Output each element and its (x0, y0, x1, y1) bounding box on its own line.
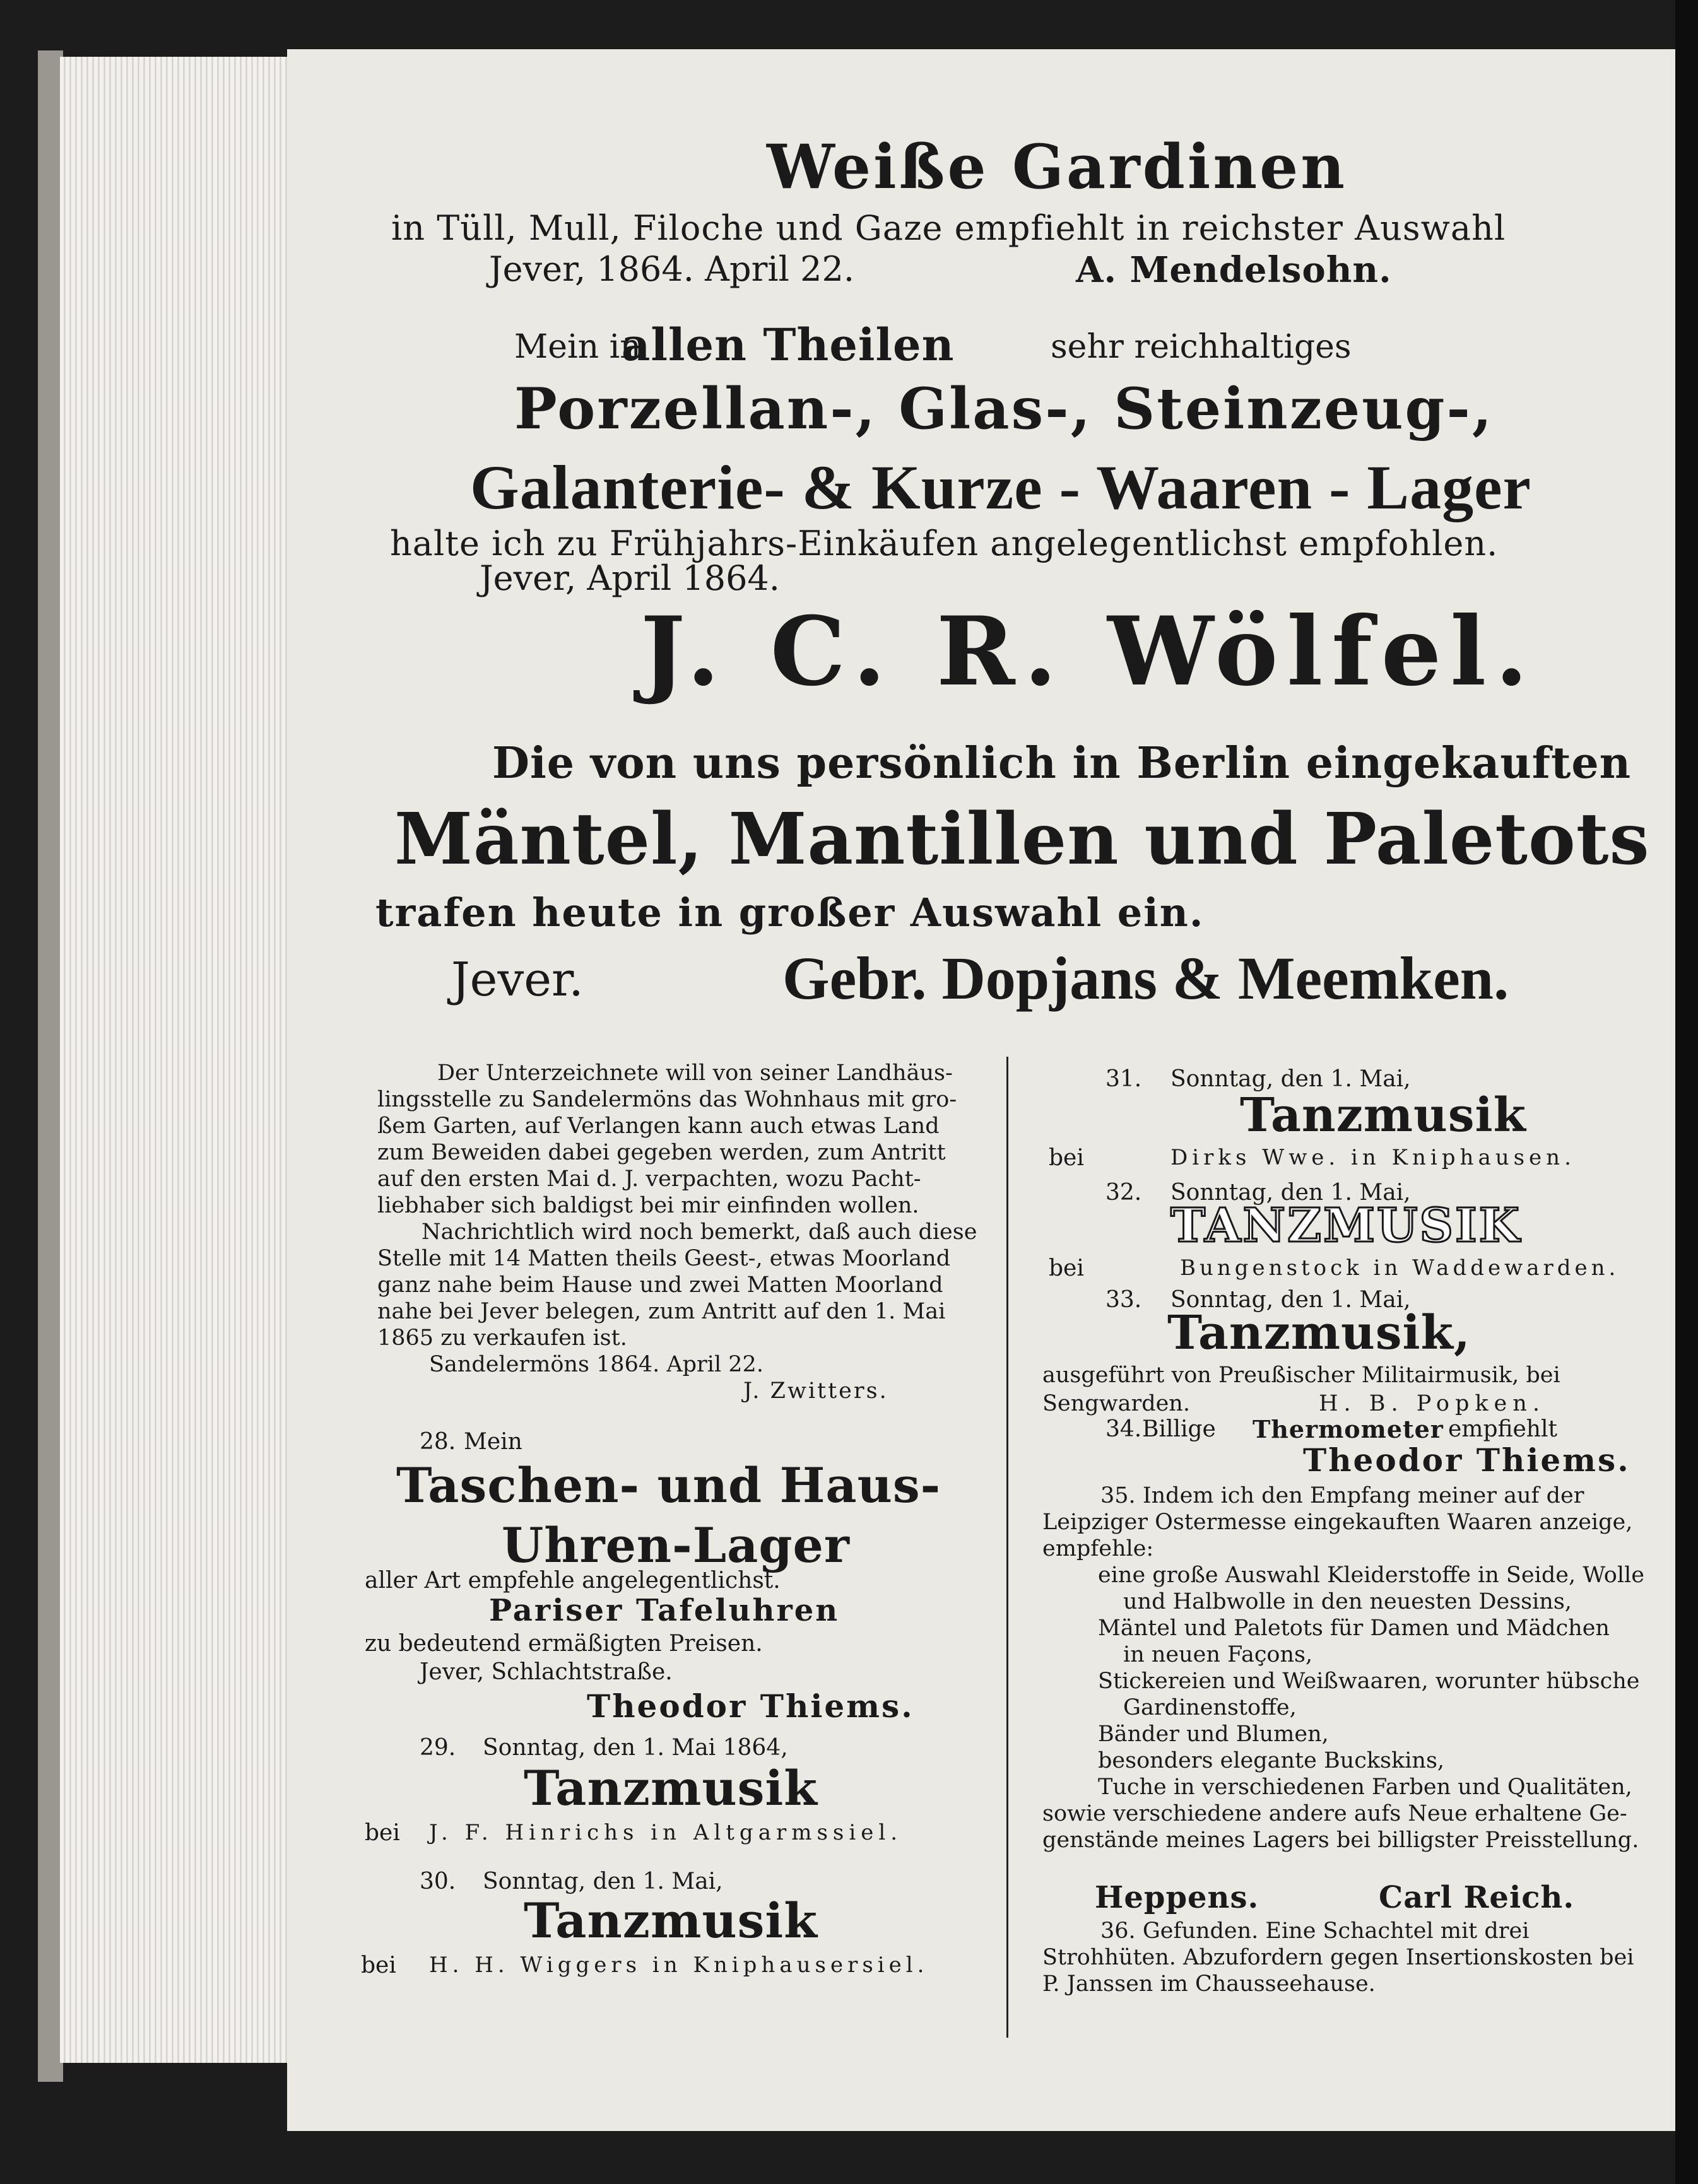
item31-date: Sonntag, den 1. Mai, (1170, 1066, 1411, 1092)
item33-title: Tanzmusik, (1167, 1306, 1471, 1360)
item35-firm: Carl Reich. (1379, 1880, 1575, 1915)
item35-list-item: Mäntel und Paletots für Damen und Mädchen (1098, 1616, 1610, 1641)
item28-firm: Theodor Thiems. (587, 1688, 914, 1725)
item-number-33: 33. (1105, 1287, 1142, 1313)
left-p1-line: Der Unterzeichnete will von seiner Landhäus- (437, 1060, 953, 1086)
item32-title: TANZMUSIK (1170, 1199, 1521, 1253)
item28-title1: Taschen- und Haus- (396, 1457, 941, 1513)
item35-list-item: in neuen Façons, (1123, 1642, 1313, 1667)
item28-title2: Uhren-Lager (502, 1517, 850, 1573)
item30-host: H. H. Wiggers in Kniphausersiel. (429, 1952, 929, 1978)
item32-date: Sonntag, den 1. Mai, (1170, 1180, 1411, 1206)
item35-line: Indem ich den Empfang meiner auf der (1142, 1483, 1584, 1508)
item33-line: ausgeführt von Preußischer Militairmusik, bei (1042, 1363, 1560, 1388)
left-p1-line: lingsstelle zu Sandelermöns das Wohnhaus mit gro- (377, 1087, 957, 1112)
item36-line: P. Janssen im Chausseehause. (1042, 1971, 1376, 1997)
item35-list-item: besonders elegante Buckskins, (1098, 1748, 1445, 1773)
item-number-35: 35. (1100, 1483, 1136, 1508)
item35-block (1042, 1482, 1661, 1853)
left-p1-date: Sandelermöns 1864. April 22. (429, 1352, 764, 1377)
ad2-line1-a: Mein in (514, 328, 641, 366)
ad3-firm: Gebr. Dopjans & Meemken. (782, 944, 1509, 1012)
item31-host: Dirks Wwe. in Kniphausen. (1170, 1145, 1576, 1170)
ad3-line1: Die von uns persönlich in Berlin eingekauften (492, 738, 1632, 789)
item-number-28: 28. (420, 1429, 456, 1455)
item30-date: Sonntag, den 1. Mai, (483, 1869, 723, 1894)
left-p1-line: liebhaber sich baldigst bei mir einfinden wollen. (377, 1193, 919, 1218)
item35-list-item: Bänder und Blumen, (1098, 1722, 1329, 1747)
item32-bei: bei (1049, 1255, 1084, 1281)
item28-place: Jever, Schlachtstraße. (420, 1659, 673, 1685)
item28-sub: Pariser Tafeluhren (489, 1593, 840, 1628)
left-p1-line: Nachrichtlich wird noch bemerkt, daß auch diese (422, 1219, 977, 1245)
item35-list-item: Gardinenstoffe, (1123, 1695, 1297, 1720)
ad2-line3: Galanterie- & Kurze - Waaren - Lager (470, 452, 1531, 522)
item30-title: Tanzmusik (524, 1893, 818, 1949)
ad2-place-date: Jever, April 1864. (480, 558, 780, 598)
left-p1-line: nahe bei Jever belegen, zum Antritt auf den 1. Mai (377, 1299, 946, 1324)
item-number-34: 34. (1105, 1416, 1142, 1442)
left-p1-line: auf den ersten Mai d. J. verpachten, wozu Pacht- (377, 1166, 921, 1192)
item31-title: Tanzmusik (1240, 1088, 1526, 1142)
ad2-firm: J. C. R. Wölfel. (640, 596, 1537, 707)
item28-mein: Mein (464, 1429, 522, 1455)
ad1-firm: A. Mendelsohn. (1076, 249, 1392, 291)
ad2-line1-c: sehr reichhaltiges (1051, 328, 1352, 366)
left-p1-line: ganz nahe beim Hause und zwei Matten Moorland (377, 1272, 943, 1298)
book-spine (38, 50, 63, 2082)
item33-place: Sengwarden. (1042, 1391, 1190, 1416)
ad1-place-date: Jever, 1864. April 22. (489, 249, 854, 289)
item29-title: Tanzmusik (524, 1760, 818, 1816)
item35-list-item: eine große Auswahl Kleiderstoffe in Seide, Wolle (1098, 1563, 1644, 1588)
left-paragraph (377, 1060, 983, 1404)
item-number-32: 32. (1105, 1180, 1142, 1206)
item34-line-c: empfiehlt (1448, 1416, 1557, 1442)
left-p1-line: 1865 zu verkaufen ist. (377, 1325, 627, 1351)
item36-block (1042, 1918, 1661, 1997)
ad1-title: Weiße Gardinen (767, 131, 1347, 203)
item32-host: Bungenstock in Waddewarden. (1180, 1255, 1620, 1281)
item35-place: Heppens. (1095, 1880, 1259, 1915)
left-p1-line: Stelle mit 14 Matten theils Geest-, etwas Moorland (377, 1246, 951, 1271)
page-edges (60, 57, 287, 2063)
item36-line: Strohhüten. Abzufordern gegen Insertionskosten bei (1042, 1945, 1634, 1970)
item28-line2: zu bedeutend ermäßigten Preisen. (365, 1631, 763, 1657)
item-number-29: 29. (420, 1735, 456, 1761)
item33-host: H. B. Popken. (1319, 1391, 1545, 1416)
ad2-line1-b: allen Theilen (622, 319, 955, 371)
item29-host: J. F. Hinrichs in Altgarmssiel. (429, 1820, 903, 1845)
ad2-line4: halte ich zu Frühjahrs-Einkäufen angelegentlichst empfohlen. (390, 524, 1499, 563)
item36-line: Gefunden. Eine Schachtel mit drei (1142, 1918, 1530, 1944)
item29-bei: bei (365, 1820, 400, 1846)
ad1-line1: in Tüll, Mull, Filoche und Gaze empfiehlt in reichster Auswahl (391, 208, 1506, 248)
item35-list-item: Tuche in verschiedenen Farben und Qualitäten, (1098, 1775, 1632, 1800)
item-number-31: 31. (1105, 1066, 1142, 1092)
ad3-line2: Mäntel, Mantillen und Paletots (394, 798, 1650, 881)
ad2-line2: Porzellan-, Glas-, Steinzeug-, (514, 375, 1494, 442)
right-shadow (1675, 0, 1698, 2184)
item35-list-item: Stickereien und Weißwaaren, worunter hübsche (1098, 1669, 1640, 1694)
item35-line: empfehle: (1042, 1536, 1154, 1561)
column-divider (1006, 1057, 1008, 2038)
item30-bei: bei (361, 1952, 396, 1978)
item31-bei: bei (1049, 1145, 1084, 1171)
item35-list-item: genstände meines Lagers bei billigster Preisstellung. (1042, 1828, 1639, 1853)
left-p1-line: ßem Garten, auf Verlangen kann auch etwas Land (377, 1113, 940, 1139)
item-number-30: 30. (420, 1869, 456, 1894)
item34-line-b: Thermometer (1253, 1415, 1444, 1443)
item33-date: Sonntag, den 1. Mai, (1170, 1287, 1411, 1313)
item35-list-item: und Halbwolle in den neuesten Dessins, (1123, 1589, 1572, 1614)
item35-list-item: sowie verschiedene andere aufs Neue erhaltene Ge- (1042, 1801, 1627, 1826)
item35-line: Leipziger Ostermesse eingekauften Waaren anzeige, (1042, 1510, 1633, 1535)
item29-date: Sonntag, den 1. Mai 1864, (483, 1735, 788, 1761)
left-p1-sign: J. Zwitters. (743, 1378, 888, 1404)
left-p1-line: zum Beweiden dabei gegeben werden, zum Antritt (377, 1140, 946, 1165)
item28-line: aller Art empfehle angelegentlichst. (365, 1568, 781, 1594)
ad3-line3: trafen heute in großer Auswahl ein. (375, 889, 1205, 936)
item34-firm: Theodor Thiems. (1303, 1441, 1630, 1479)
item34-line-a: Billige (1142, 1416, 1216, 1442)
item-number-36: 36. (1100, 1918, 1136, 1944)
ad3-place: Jever. (451, 953, 584, 1007)
